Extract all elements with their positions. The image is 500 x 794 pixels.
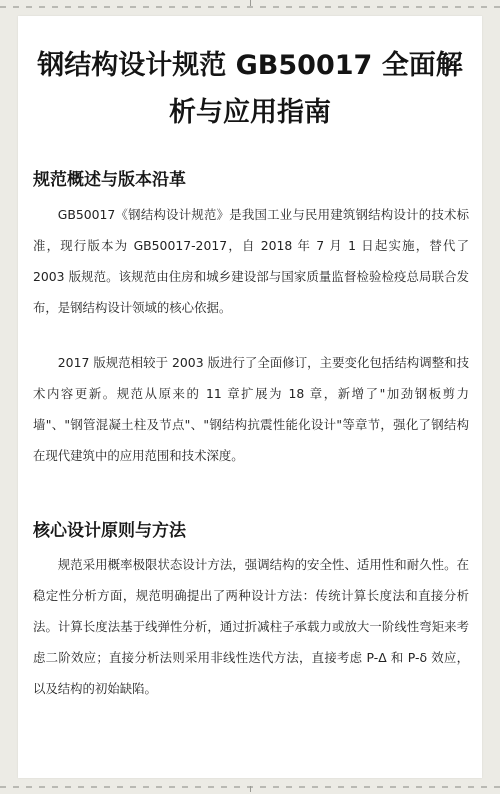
document-title: 钢结构设计规范 GB50017 全面解析与应用指南: [37, 50, 463, 128]
paragraph-overview-2: 2017 版规范相较于 2003 版进行了全面修订，主要变化包括结构调整和技术内容更新。规范从原来的 11 章扩展为 18 章，新增了"加劲钢板剪力墙"、"钢管混凝土柱及节点"、"钢结构抗震性能化设计"等章节，强化了钢结构在现代建筑中的应用范围和技术深度。: [33, 355, 469, 463]
bottom-center-tick: [250, 786, 251, 792]
section-heading-principles: 核心设计原则与方法: [33, 521, 186, 541]
section-heading-overview: 规范概述与版本沿革: [33, 170, 186, 190]
top-center-tick: [250, 0, 251, 6]
paragraph-principles-1: 规范采用概率极限状态设计方法，强调结构的安全性、适用性和耐久性。在稳定性分析方面，规范明确提出了两种设计方法：传统计算长度法和直接分析法。计算长度法基于线弹性分析，通过折减柱子承载力或放大一阶线性弯矩来考虑二阶效应；直接分析法则采用非线性迭代方法，直接考虑 P-Δ 和 P-δ 效应，以及结构的初始缺陷。: [33, 557, 469, 696]
top-dashed-border: [0, 6, 500, 8]
paragraph-overview-1: GB50017《钢结构设计规范》是我国工业与民用建筑钢结构设计的技术标准，现行版本为 GB50017-2017，自 2018 年 7 月 1 日起实施，替代了 2003 版规范。该规范由住房和城乡建设部与国家质量监督检验检疫总局联合发布，是钢结构设计领域的核心依据。: [33, 207, 469, 315]
